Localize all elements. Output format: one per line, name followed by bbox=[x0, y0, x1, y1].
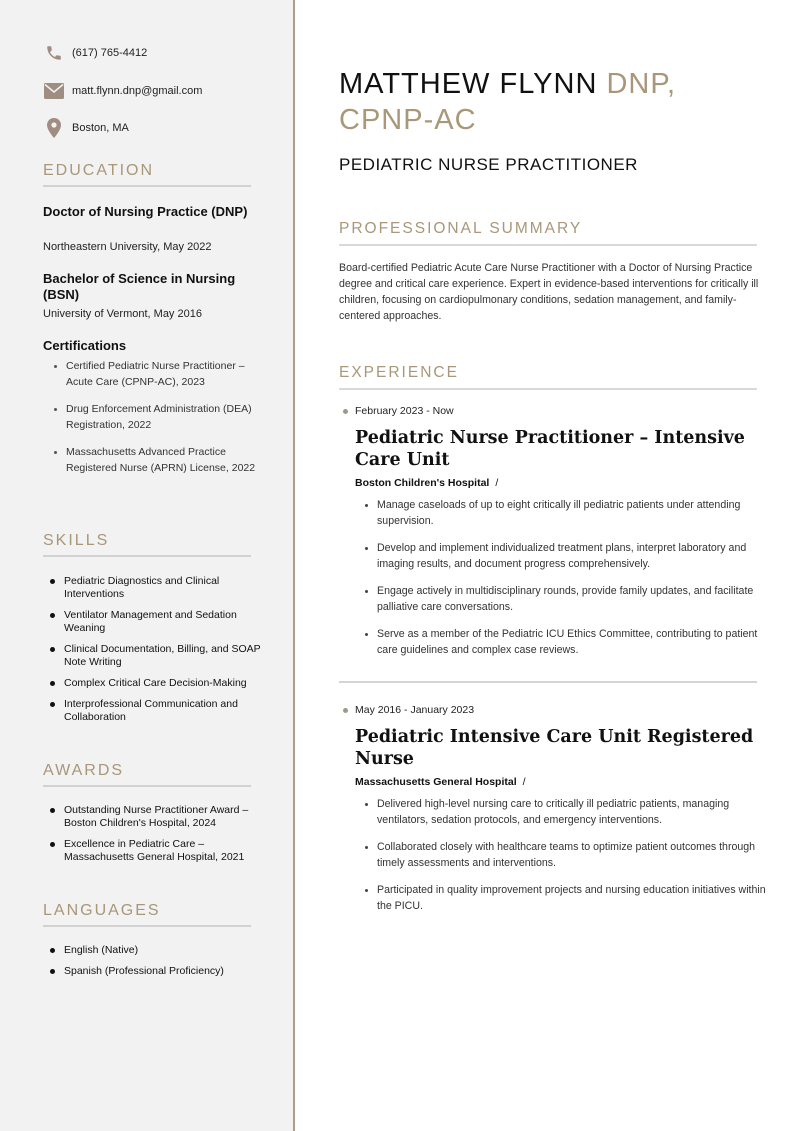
languages-list bbox=[49, 944, 274, 978]
award-item: Outstanding Nurse Practitioner Award – Boston Children's Hospital, 2024 bbox=[49, 804, 274, 830]
envelope-icon bbox=[43, 81, 65, 101]
timeline-dot-icon bbox=[343, 409, 348, 414]
job-organization bbox=[355, 477, 498, 489]
job-dates bbox=[343, 704, 474, 716]
skill-item: Ventilator Management and Sedation Weaning bbox=[49, 609, 274, 635]
awards-heading: AWARDS bbox=[43, 762, 251, 787]
skill-item: Clinical Documentation, Billing, and SOAP Note Writing bbox=[49, 643, 274, 669]
job-bullet: Manage caseloads of up to eight critically ill pediatric patients under attending supervision. bbox=[363, 497, 773, 529]
job-org-text: Boston Children's Hospital bbox=[355, 477, 490, 489]
award-item: Excellence in Pediatric Care – Massachusetts General Hospital, 2021 bbox=[49, 838, 274, 864]
education-degree: Doctor of Nursing Practice (DNP) bbox=[43, 204, 248, 219]
job-dates-text: May 2016 - January 2023 bbox=[355, 704, 475, 716]
candidate-name bbox=[339, 66, 759, 138]
job-bullet: Delivered high-level nursing care to critically ill pediatric patients, managing ventilators, sedation protocols, and emergency interventions. bbox=[363, 796, 773, 828]
job-bullets bbox=[363, 796, 773, 925]
certification-item: Certified Pediatric Nurse Practitioner – Acute Care (CPNP-AC), 2023 bbox=[52, 358, 267, 390]
experience-divider bbox=[339, 681, 757, 683]
skill-item: Complex Critical Care Decision-Making bbox=[49, 677, 274, 690]
location-text: Boston, MA bbox=[72, 122, 129, 134]
email-text: matt.flynn.dnp@gmail.com bbox=[72, 85, 203, 97]
certification-item: Drug Enforcement Administration (DEA) Registration, 2022 bbox=[52, 401, 267, 433]
job-bullet: Participated in quality improvement projects and nursing education initiatives within the PICU. bbox=[363, 882, 773, 914]
education-heading: EDUCATION bbox=[43, 162, 251, 187]
awards-list bbox=[49, 804, 274, 864]
job-org-separator: / bbox=[495, 477, 499, 489]
map-pin-icon bbox=[43, 118, 65, 138]
job-dates-text: February 2023 - Now bbox=[355, 405, 454, 417]
skill-item: Interprofessional Communication and Collaboration bbox=[49, 698, 274, 724]
languages-heading: LANGUAGES bbox=[43, 902, 251, 927]
job-role: Pediatric Intensive Care Unit Registered Nurse bbox=[355, 727, 754, 769]
job-bullet: Collaborated closely with healthcare teams to optimize patient outcomes through timely assessments and interventions. bbox=[363, 839, 773, 871]
job-title: PEDIATRIC NURSE PRACTITIONER bbox=[339, 155, 638, 174]
name-credentials: DNP, CPNP-AC bbox=[339, 68, 677, 136]
main-content bbox=[297, 0, 800, 1131]
experience-heading: EXPERIENCE bbox=[339, 364, 757, 390]
timeline-dot-icon bbox=[343, 708, 348, 713]
education-school: Northeastern University, May 2022 bbox=[43, 241, 212, 253]
job-bullets bbox=[363, 497, 773, 669]
certification-item: Massachusetts Advanced Practice Registered Nurse (APRN) License, 2022 bbox=[52, 444, 267, 476]
job-organization bbox=[355, 776, 526, 788]
contact-email bbox=[43, 81, 202, 101]
sidebar bbox=[0, 0, 295, 1131]
education-degree: Bachelor of Science in Nursing (BSN) bbox=[43, 271, 236, 302]
contact-phone bbox=[43, 43, 147, 63]
job-role: Pediatric Nurse Practitioner – Intensive Care Unit bbox=[355, 428, 745, 470]
job-org-text: Massachusetts General Hospital bbox=[355, 776, 517, 788]
phone-text: (617) 765-4412 bbox=[72, 47, 148, 59]
job-bullet: Develop and implement individualized treatment plans, interpret laboratory and imaging results, and document progress comprehensively. bbox=[363, 540, 773, 572]
language-item: Spanish (Professional Proficiency) bbox=[49, 965, 274, 978]
language-item: English (Native) bbox=[49, 944, 274, 957]
job-bullet: Serve as a member of the Pediatric ICU Ethics Committee, contributing to patient care guidelines and complex case reviews. bbox=[363, 626, 773, 658]
summary-heading: PROFESSIONAL SUMMARY bbox=[339, 220, 757, 246]
phone-icon bbox=[43, 43, 65, 63]
skills-heading: SKILLS bbox=[43, 532, 251, 557]
skills-list bbox=[49, 575, 274, 724]
job-org-separator: / bbox=[522, 776, 526, 788]
summary-text: Board-certified Pediatric Acute Care Nurse Practitioner with a Doctor of Nursing Practice degree and critical care experience. Expert in evidence-based interventions for critically ill children, focusing on cardiopulmonary conditions, sedation management, and family-centered approaches. bbox=[339, 262, 759, 322]
education-school: University of Vermont, May 2016 bbox=[43, 308, 202, 320]
certifications-list bbox=[52, 358, 267, 487]
job-dates bbox=[343, 405, 454, 417]
skill-item: Pediatric Diagnostics and Clinical Interventions bbox=[49, 575, 274, 601]
contact-location bbox=[43, 118, 129, 138]
job-bullet: Engage actively in multidisciplinary rounds, provide family updates, and facilitate palliative care conversations. bbox=[363, 583, 773, 615]
certifications-title: Certifications bbox=[43, 338, 127, 353]
name-text: MATTHEW FLYNN bbox=[339, 68, 598, 100]
